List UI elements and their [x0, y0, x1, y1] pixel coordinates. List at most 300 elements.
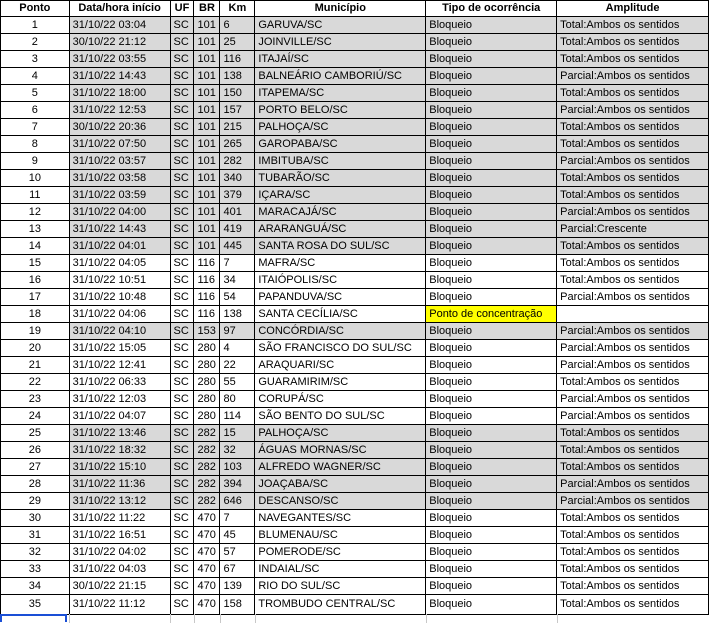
cell-data-hora[interactable]: 31/10/22 11:22 [69, 510, 170, 527]
cell-ponto[interactable]: 34 [1, 578, 70, 595]
cell-tipo[interactable]: Bloqueio [426, 85, 557, 102]
cell-ponto[interactable]: 24 [1, 408, 70, 425]
cell-br[interactable]: 101 [194, 153, 220, 170]
cell-km[interactable]: 45 [220, 527, 255, 544]
cell-ponto[interactable]: 14 [1, 238, 70, 255]
header-ponto[interactable]: Ponto [1, 1, 70, 17]
cell-ponto[interactable]: 9 [1, 153, 70, 170]
cell-uf[interactable]: SC [170, 442, 194, 459]
cell-data-hora[interactable]: 31/10/22 04:00 [69, 204, 170, 221]
cell-data-hora[interactable]: 31/10/22 04:03 [69, 561, 170, 578]
grid-cell[interactable] [194, 614, 195, 623]
cell-uf[interactable]: SC [170, 187, 194, 204]
cell-data-hora[interactable]: 31/10/22 16:51 [69, 527, 170, 544]
cell-uf[interactable]: SC [170, 119, 194, 136]
cell-tipo[interactable]: Bloqueio [426, 357, 557, 374]
cell-data-hora[interactable]: 31/10/22 12:53 [69, 102, 170, 119]
cell-br[interactable]: 280 [194, 340, 220, 357]
cell-uf[interactable]: SC [170, 136, 194, 153]
cell-uf[interactable]: SC [170, 408, 194, 425]
cell-tipo[interactable]: Bloqueio [426, 442, 557, 459]
cell-br[interactable]: 101 [194, 85, 220, 102]
cell-ponto[interactable]: 8 [1, 136, 70, 153]
cell-data-hora[interactable]: 31/10/22 12:03 [69, 391, 170, 408]
cell-km[interactable]: 138 [220, 306, 255, 323]
cell-tipo[interactable]: Bloqueio [426, 187, 557, 204]
header-data-hora[interactable]: Data/hora início [69, 1, 170, 17]
cell-amplitude[interactable]: Parcial:Crescente [557, 221, 709, 238]
cell-municipio[interactable]: GARUVA/SC [255, 17, 426, 34]
cell-ponto[interactable]: 32 [1, 544, 70, 561]
cell-br[interactable]: 282 [194, 493, 220, 510]
cell-amplitude[interactable]: Total:Ambos os sentidos [557, 442, 709, 459]
cell-amplitude[interactable]: Total:Ambos os sentidos [557, 119, 709, 136]
cell-municipio[interactable]: IÇARA/SC [255, 187, 426, 204]
cell-tipo[interactable]: Bloqueio [426, 17, 557, 34]
cell-amplitude[interactable]: Parcial:Ambos os sentidos [557, 153, 709, 170]
cell-amplitude[interactable]: Total:Ambos os sentidos [557, 85, 709, 102]
cell-data-hora[interactable]: 31/10/22 07:50 [69, 136, 170, 153]
cell-municipio[interactable]: BLUMENAU/SC [255, 527, 426, 544]
cell-data-hora[interactable]: 31/10/22 18:00 [69, 85, 170, 102]
cell-data-hora[interactable]: 31/10/22 12:41 [69, 357, 170, 374]
cell-tipo[interactable]: Bloqueio [426, 255, 557, 272]
cell-municipio[interactable]: SÃO BENTO DO SUL/SC [255, 408, 426, 425]
cell-amplitude[interactable]: Parcial:Ambos os sentidos [557, 289, 709, 306]
cell-uf[interactable]: SC [170, 238, 194, 255]
cell-amplitude[interactable]: Parcial:Ambos os sentidos [557, 340, 709, 357]
cell-ponto[interactable]: 3 [1, 51, 70, 68]
cell-ponto[interactable]: 29 [1, 493, 70, 510]
cell-data-hora[interactable]: 31/10/22 03:04 [69, 17, 170, 34]
cell-km[interactable]: 4 [220, 340, 255, 357]
header-amplitude[interactable]: Amplitude [557, 1, 709, 17]
cell-tipo[interactable]: Bloqueio [426, 272, 557, 289]
cell-ponto[interactable]: 19 [1, 323, 70, 340]
table-row [1, 323, 709, 340]
cell-uf[interactable]: SC [170, 561, 194, 578]
cell-br[interactable]: 101 [194, 17, 220, 34]
cell-data-hora[interactable]: 31/10/22 14:43 [69, 68, 170, 85]
cell-tipo[interactable]: Bloqueio [426, 544, 557, 561]
cell-data-hora[interactable]: 30/10/22 21:12 [69, 34, 170, 51]
cell-ponto[interactable]: 16 [1, 272, 70, 289]
cell-ponto[interactable]: 27 [1, 459, 70, 476]
cell-uf[interactable]: SC [170, 340, 194, 357]
cell-data-hora[interactable]: 31/10/22 03:55 [69, 51, 170, 68]
cell-data-hora[interactable]: 31/10/22 04:07 [69, 408, 170, 425]
cell-municipio[interactable]: ÁGUAS MORNAS/SC [255, 442, 426, 459]
cell-amplitude[interactable]: Parcial:Ambos os sentidos [557, 323, 709, 340]
cell-amplitude[interactable]: Total:Ambos os sentidos [557, 255, 709, 272]
cell-amplitude[interactable]: Total:Ambos os sentidos [557, 459, 709, 476]
cell-municipio[interactable]: PALHOÇA/SC [255, 425, 426, 442]
cell-tipo[interactable]: Bloqueio [426, 459, 557, 476]
cell-br[interactable]: 101 [194, 136, 220, 153]
grid-cell[interactable] [426, 614, 427, 623]
cell-municipio[interactable]: ITAPEMA/SC [255, 85, 426, 102]
cell-km[interactable]: 340 [220, 170, 255, 187]
cell-tipo[interactable]: Bloqueio [426, 425, 557, 442]
cell-tipo[interactable]: Bloqueio [426, 527, 557, 544]
cell-municipio[interactable]: TUBARÃO/SC [255, 170, 426, 187]
header-uf[interactable]: UF [170, 1, 194, 17]
cell-data-hora[interactable]: 31/10/22 11:36 [69, 476, 170, 493]
cell-tipo[interactable]: Bloqueio [426, 119, 557, 136]
cell-km[interactable]: 158 [220, 595, 255, 615]
cell-km[interactable]: 25 [220, 34, 255, 51]
cell-uf[interactable]: SC [170, 493, 194, 510]
cell-municipio[interactable]: ITAIÓPOLIS/SC [255, 272, 426, 289]
cell-ponto[interactable]: 33 [1, 561, 70, 578]
cell-ponto[interactable]: 28 [1, 476, 70, 493]
cell-ponto[interactable]: 31 [1, 527, 70, 544]
cell-km[interactable]: 55 [220, 374, 255, 391]
cell-ponto[interactable]: 2 [1, 34, 70, 51]
header-municipio[interactable]: Município [255, 1, 426, 17]
cell-uf[interactable]: SC [170, 527, 194, 544]
cell-municipio[interactable]: ARARANGUÁ/SC [255, 221, 426, 238]
cell-data-hora[interactable]: 31/10/22 06:33 [69, 374, 170, 391]
cell-br[interactable]: 280 [194, 408, 220, 425]
cell-data-hora[interactable]: 31/10/22 04:06 [69, 306, 170, 323]
cell-data-hora[interactable]: 31/10/22 04:10 [69, 323, 170, 340]
cell-uf[interactable]: SC [170, 272, 194, 289]
cell-br[interactable]: 280 [194, 357, 220, 374]
cell-amplitude[interactable]: Total:Ambos os sentidos [557, 170, 709, 187]
cell-amplitude[interactable]: Total:Ambos os sentidos [557, 578, 709, 595]
cell-km[interactable]: 57 [220, 544, 255, 561]
cell-br[interactable]: 116 [194, 306, 220, 323]
cell-tipo[interactable]: Bloqueio [426, 561, 557, 578]
cell-br[interactable]: 470 [194, 595, 220, 615]
cell-tipo[interactable]: Bloqueio [426, 170, 557, 187]
cell-municipio[interactable]: CORUPÁ/SC [255, 391, 426, 408]
cell-tipo[interactable]: Bloqueio [426, 221, 557, 238]
cell-ponto[interactable]: 7 [1, 119, 70, 136]
table-row [1, 544, 709, 561]
cell-data-hora[interactable]: 31/10/22 13:12 [69, 493, 170, 510]
cell-km[interactable]: 394 [220, 476, 255, 493]
cell-data-hora[interactable]: 31/10/22 15:10 [69, 459, 170, 476]
cell-tipo[interactable]: Bloqueio [426, 510, 557, 527]
cell-km[interactable]: 265 [220, 136, 255, 153]
cell-municipio[interactable]: TROMBUDO CENTRAL/SC [255, 595, 426, 615]
cell-tipo[interactable]: Bloqueio [426, 102, 557, 119]
cell-municipio[interactable]: RIO DO SUL/SC [255, 578, 426, 595]
cell-ponto[interactable]: 13 [1, 221, 70, 238]
cell-amplitude[interactable]: Total:Ambos os sentidos [557, 238, 709, 255]
cell-municipio[interactable]: BALNEÁRIO CAMBORIÚ/SC [255, 68, 426, 85]
cell-br[interactable]: 101 [194, 34, 220, 51]
cell-uf[interactable]: SC [170, 425, 194, 442]
cell-municipio[interactable]: GUARAMIRIM/SC [255, 374, 426, 391]
cell-municipio[interactable]: JOINVILLE/SC [255, 34, 426, 51]
cell-br[interactable]: 101 [194, 221, 220, 238]
cell-ponto[interactable]: 23 [1, 391, 70, 408]
cell-tipo[interactable]: Bloqueio [426, 68, 557, 85]
selected-cell[interactable] [0, 614, 67, 622]
cell-uf[interactable]: SC [170, 476, 194, 493]
cell-municipio[interactable]: PALHOÇA/SC [255, 119, 426, 136]
cell-uf[interactable]: SC [170, 357, 194, 374]
cell-ponto[interactable]: 12 [1, 204, 70, 221]
cell-municipio[interactable]: CONCÓRDIA/SC [255, 323, 426, 340]
cell-br[interactable]: 101 [194, 204, 220, 221]
cell-tipo[interactable]: Bloqueio [426, 595, 557, 615]
cell-uf[interactable]: SC [170, 595, 194, 615]
cell-km[interactable]: 215 [220, 119, 255, 136]
cell-municipio[interactable]: PORTO BELO/SC [255, 102, 426, 119]
cell-km[interactable]: 6 [220, 17, 255, 34]
cell-data-hora[interactable]: 31/10/22 04:02 [69, 544, 170, 561]
cell-data-hora[interactable]: 31/10/22 13:46 [69, 425, 170, 442]
cell-municipio[interactable]: DESCANSO/SC [255, 493, 426, 510]
cell-km[interactable]: 646 [220, 493, 255, 510]
cell-br[interactable]: 470 [194, 544, 220, 561]
cell-ponto[interactable]: 10 [1, 170, 70, 187]
cell-tipo[interactable]: Bloqueio [426, 51, 557, 68]
cell-municipio[interactable]: ITAJAÍ/SC [255, 51, 426, 68]
cell-municipio[interactable]: IMBITUBA/SC [255, 153, 426, 170]
cell-data-hora[interactable]: 31/10/22 10:51 [69, 272, 170, 289]
cell-data-hora[interactable]: 31/10/22 15:05 [69, 340, 170, 357]
cell-km[interactable]: 34 [220, 272, 255, 289]
cell-km[interactable]: 15 [220, 425, 255, 442]
cell-tipo[interactable]: Bloqueio [426, 493, 557, 510]
cell-municipio[interactable]: GAROPABA/SC [255, 136, 426, 153]
cell-ponto[interactable]: 18 [1, 306, 70, 323]
cell-km[interactable]: 67 [220, 561, 255, 578]
cell-br[interactable]: 282 [194, 442, 220, 459]
cell-km[interactable]: 7 [220, 255, 255, 272]
cell-uf[interactable]: SC [170, 17, 194, 34]
cell-amplitude[interactable]: Total:Ambos os sentidos [557, 51, 709, 68]
cell-municipio[interactable]: SÃO FRANCISCO DO SUL/SC [255, 340, 426, 357]
cell-br[interactable]: 282 [194, 476, 220, 493]
cell-km[interactable]: 103 [220, 459, 255, 476]
cell-km[interactable]: 419 [220, 221, 255, 238]
cell-br[interactable]: 470 [194, 578, 220, 595]
cell-municipio[interactable]: JOAÇABA/SC [255, 476, 426, 493]
cell-amplitude[interactable]: Total:Ambos os sentidos [557, 527, 709, 544]
cell-amplitude[interactable]: Total:Ambos os sentidos [557, 136, 709, 153]
cell-municipio[interactable]: ALFREDO WAGNER/SC [255, 459, 426, 476]
cell-br[interactable]: 116 [194, 255, 220, 272]
cell-br[interactable]: 282 [194, 459, 220, 476]
cell-br[interactable]: 101 [194, 238, 220, 255]
cell-km[interactable]: 138 [220, 68, 255, 85]
cell-uf[interactable]: SC [170, 459, 194, 476]
cell-municipio[interactable]: MARACAJÁ/SC [255, 204, 426, 221]
cell-br[interactable]: 282 [194, 425, 220, 442]
cell-tipo[interactable]: Bloqueio [426, 34, 557, 51]
cell-data-hora[interactable]: 31/10/22 03:58 [69, 170, 170, 187]
cell-ponto[interactable]: 35 [1, 595, 70, 615]
cell-uf[interactable]: SC [170, 34, 194, 51]
cell-ponto[interactable]: 25 [1, 425, 70, 442]
cell-municipio[interactable]: ARAQUARI/SC [255, 357, 426, 374]
cell-municipio[interactable]: POMERODE/SC [255, 544, 426, 561]
cell-ponto[interactable]: 22 [1, 374, 70, 391]
cell-municipio[interactable]: MAFRA/SC [255, 255, 426, 272]
cell-data-hora[interactable]: 31/10/22 04:05 [69, 255, 170, 272]
cell-amplitude[interactable]: Total:Ambos os sentidos [557, 17, 709, 34]
cell-ponto[interactable]: 20 [1, 340, 70, 357]
cell-uf[interactable]: SC [170, 544, 194, 561]
header-tipo[interactable]: Tipo de ocorrência [426, 1, 557, 17]
cell-amplitude[interactable]: Total:Ambos os sentidos [557, 544, 709, 561]
cell-km[interactable]: 22 [220, 357, 255, 374]
header-br[interactable]: BR [194, 1, 220, 17]
cell-br[interactable]: 280 [194, 374, 220, 391]
cell-tipo[interactable]: Bloqueio [426, 391, 557, 408]
cell-uf[interactable]: SC [170, 68, 194, 85]
cell-amplitude[interactable]: Total:Ambos os sentidos [557, 561, 709, 578]
cell-km[interactable]: 445 [220, 238, 255, 255]
cell-br[interactable]: 101 [194, 102, 220, 119]
cell-tipo[interactable]: Bloqueio [426, 323, 557, 340]
cell-amplitude[interactable]: Total:Ambos os sentidos [557, 595, 709, 615]
cell-km[interactable]: 32 [220, 442, 255, 459]
cell-amplitude[interactable]: Total:Ambos os sentidos [557, 272, 709, 289]
cell-amplitude[interactable]: Parcial:Ambos os sentidos [557, 68, 709, 85]
cell-km[interactable]: 282 [220, 153, 255, 170]
cell-uf[interactable]: SC [170, 85, 194, 102]
cell-amplitude[interactable]: Parcial:Ambos os sentidos [557, 204, 709, 221]
cell-municipio[interactable]: INDAIAL/SC [255, 561, 426, 578]
cell-uf[interactable]: SC [170, 374, 194, 391]
cell-br[interactable]: 101 [194, 51, 220, 68]
cell-km[interactable]: 97 [220, 323, 255, 340]
grid-cell[interactable] [170, 614, 171, 623]
cell-tipo[interactable]: Bloqueio [426, 153, 557, 170]
cell-tipo[interactable]: Bloqueio [426, 578, 557, 595]
cell-km[interactable]: 116 [220, 51, 255, 68]
cell-uf[interactable]: SC [170, 391, 194, 408]
cell-data-hora[interactable]: 31/10/22 18:32 [69, 442, 170, 459]
cell-km[interactable]: 114 [220, 408, 255, 425]
cell-br[interactable]: 101 [194, 119, 220, 136]
cell-ponto[interactable]: 4 [1, 68, 70, 85]
cell-br[interactable]: 280 [194, 391, 220, 408]
cell-data-hora[interactable]: 31/10/22 03:57 [69, 153, 170, 170]
cell-br[interactable]: 101 [194, 68, 220, 85]
cell-uf[interactable]: SC [170, 153, 194, 170]
cell-ponto[interactable]: 15 [1, 255, 70, 272]
cell-uf[interactable]: SC [170, 204, 194, 221]
cell-data-hora[interactable]: 31/10/22 04:01 [69, 238, 170, 255]
cell-municipio[interactable]: NAVEGANTES/SC [255, 510, 426, 527]
cell-municipio[interactable]: PAPANDUVA/SC [255, 289, 426, 306]
cell-br[interactable]: 116 [194, 289, 220, 306]
cell-uf[interactable]: SC [170, 510, 194, 527]
cell-uf[interactable]: SC [170, 221, 194, 238]
cell-data-hora[interactable]: 31/10/22 14:43 [69, 221, 170, 238]
cell-km[interactable]: 157 [220, 102, 255, 119]
cell-tipo[interactable]: Bloqueio [426, 136, 557, 153]
cell-amplitude[interactable]: Total:Ambos os sentidos [557, 187, 709, 204]
cell-tipo[interactable]: Bloqueio [426, 204, 557, 221]
cell-uf[interactable]: SC [170, 51, 194, 68]
cell-km[interactable]: 7 [220, 510, 255, 527]
cell-br[interactable]: 470 [194, 561, 220, 578]
cell-amplitude[interactable]: Parcial:Ambos os sentidos [557, 476, 709, 493]
cell-br[interactable]: 153 [194, 323, 220, 340]
cell-amplitude[interactable]: Total:Ambos os sentidos [557, 425, 709, 442]
cell-amplitude[interactable] [557, 306, 709, 323]
cell-km[interactable]: 379 [220, 187, 255, 204]
cell-tipo[interactable]: Bloqueio [426, 476, 557, 493]
cell-amplitude[interactable]: Parcial:Ambos os sentidos [557, 408, 709, 425]
cell-tipo[interactable]: Ponto de concentração [426, 306, 557, 323]
cell-ponto[interactable]: 1 [1, 17, 70, 34]
table-row [1, 442, 709, 459]
cell-ponto[interactable]: 21 [1, 357, 70, 374]
cell-uf[interactable]: SC [170, 306, 194, 323]
cell-amplitude[interactable]: Parcial:Ambos os sentidos [557, 391, 709, 408]
cell-amplitude[interactable]: Parcial:Ambos os sentidos [557, 493, 709, 510]
cell-km[interactable]: 150 [220, 85, 255, 102]
cell-ponto[interactable]: 11 [1, 187, 70, 204]
cell-br[interactable]: 101 [194, 187, 220, 204]
table-row [1, 119, 709, 136]
cell-data-hora[interactable]: 30/10/22 20:36 [69, 119, 170, 136]
cell-data-hora[interactable]: 30/10/22 21:15 [69, 578, 170, 595]
cell-municipio[interactable]: SANTA ROSA DO SUL/SC [255, 238, 426, 255]
cell-amplitude[interactable]: Parcial:Ambos os sentidos [557, 357, 709, 374]
cell-uf[interactable]: SC [170, 323, 194, 340]
cell-data-hora[interactable]: 31/10/22 10:48 [69, 289, 170, 306]
grid-cell[interactable] [220, 614, 221, 623]
grid-cell[interactable] [69, 614, 70, 623]
cell-amplitude[interactable]: Total:Ambos os sentidos [557, 374, 709, 391]
cell-uf[interactable]: SC [170, 170, 194, 187]
cell-br[interactable]: 116 [194, 272, 220, 289]
grid-cell[interactable] [255, 614, 256, 623]
cell-tipo[interactable]: Bloqueio [426, 340, 557, 357]
cell-uf[interactable]: SC [170, 578, 194, 595]
cell-km[interactable]: 54 [220, 289, 255, 306]
cell-br[interactable]: 470 [194, 510, 220, 527]
cell-tipo[interactable]: Bloqueio [426, 408, 557, 425]
cell-amplitude[interactable]: Parcial:Ambos os sentidos [557, 102, 709, 119]
cell-km[interactable]: 139 [220, 578, 255, 595]
cell-ponto[interactable]: 26 [1, 442, 70, 459]
cell-km[interactable]: 80 [220, 391, 255, 408]
cell-amplitude[interactable]: Total:Ambos os sentidos [557, 510, 709, 527]
cell-municipio[interactable]: SANTA CECÍLIA/SC [255, 306, 426, 323]
cell-ponto[interactable]: 17 [1, 289, 70, 306]
cell-tipo[interactable]: Bloqueio [426, 374, 557, 391]
cell-ponto[interactable]: 6 [1, 102, 70, 119]
cell-uf[interactable]: SC [170, 255, 194, 272]
header-km[interactable]: Km [220, 1, 255, 17]
cell-ponto[interactable]: 5 [1, 85, 70, 102]
cell-uf[interactable]: SC [170, 102, 194, 119]
cell-br[interactable]: 470 [194, 527, 220, 544]
cell-km[interactable]: 401 [220, 204, 255, 221]
cell-uf[interactable]: SC [170, 289, 194, 306]
cell-data-hora[interactable]: 31/10/22 11:12 [69, 595, 170, 615]
grid-cell[interactable] [557, 614, 558, 623]
cell-amplitude[interactable]: Total:Ambos os sentidos [557, 34, 709, 51]
cell-ponto[interactable]: 30 [1, 510, 70, 527]
cell-br[interactable]: 101 [194, 170, 220, 187]
cell-tipo[interactable]: Bloqueio [426, 289, 557, 306]
cell-data-hora[interactable]: 31/10/22 03:59 [69, 187, 170, 204]
cell-tipo[interactable]: Bloqueio [426, 238, 557, 255]
